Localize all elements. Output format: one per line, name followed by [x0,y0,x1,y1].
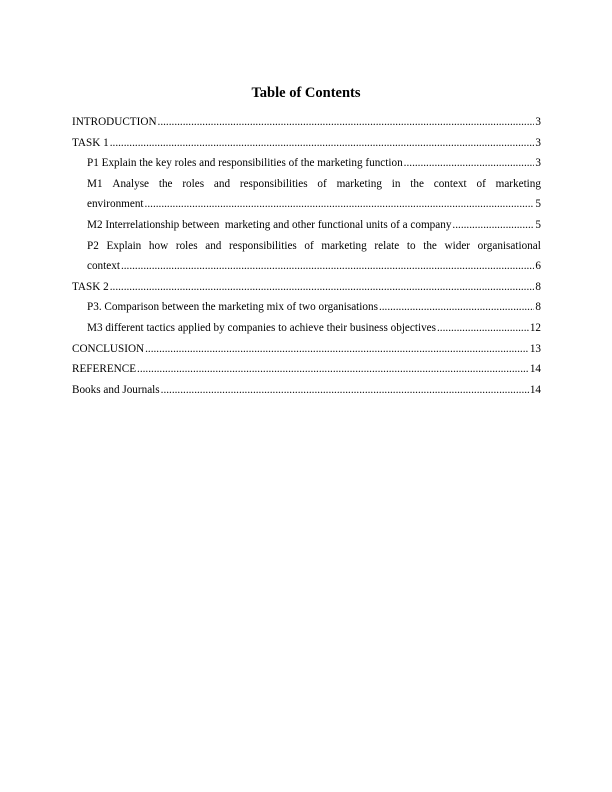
toc-entry-page: 3 [535,157,541,170]
toc-entry-label: TASK 1 [72,136,109,149]
toc-leader-dots [145,194,535,215]
toc-entry-reference[interactable] [72,359,541,380]
toc-entry-label: context [87,260,120,273]
toc-entry-page: 5 [535,218,541,231]
toc-entry-label-line-2 [72,256,541,277]
toc-entry-label: REFERENCE [72,363,137,376]
toc-entry-label: P1 Explain the key roles and responsibilities of the marketing function [87,157,403,170]
toc-leader-dots [379,297,534,318]
toc-leader-dots [145,339,529,360]
toc-leader-dots [404,153,535,174]
toc-entry-label-line-1: P2 Explain how roles and responsibilities of marketing relate to the wider organisational [87,239,541,252]
toc-entry-p2[interactable] [72,236,541,277]
toc-entry-m3[interactable] [72,318,541,339]
toc-leader-dots [121,256,534,277]
toc-leader-dots [161,380,529,401]
toc-entry-label: M2 Interrelationship between marketing and other functional units of a company [87,218,452,231]
toc-entry-conclusion[interactable] [72,339,541,360]
toc-leader-dots [110,277,535,298]
toc-entry-task-2[interactable] [72,277,541,298]
toc-entry-label: P3. Comparison between the marketing mix of two organisations [87,301,378,314]
toc-entry-label: CONCLUSION [72,342,145,355]
toc-entry-label: INTRODUCTION [72,116,157,128]
toc-entry-p1[interactable] [72,153,541,174]
toc-entry-books-and-journals[interactable] [72,380,541,401]
toc-entry-task-1[interactable] [72,133,541,154]
toc-leader-dots [158,112,535,133]
toc-entry-introduction[interactable] [72,112,541,133]
toc-entry-page: 14 [529,363,541,376]
toc-title: Table of Contents [251,85,361,101]
toc-entry-page: 12 [529,321,541,334]
toc-leader-dots [437,318,529,339]
toc-entry-page: 6 [535,260,541,273]
toc-leader-dots [452,215,534,236]
toc-entry-label-line-1: M1 Analyse the roles and responsibilities of marketing in the context of marketing [87,177,541,190]
toc-leader-dots [110,133,535,154]
toc-leader-dots [137,359,529,380]
toc-entry-label: M3 different tactics applied by companies to achieve their business objectives [87,321,436,334]
toc-entry-p3[interactable] [72,297,541,318]
toc-entry-page: 5 [535,198,541,211]
toc-entry-m1[interactable] [72,174,541,215]
toc-entry-label: Books and Journals [72,383,160,396]
toc-entry-page: 14 [529,383,541,396]
table-of-contents [72,112,541,400]
toc-entry-label: TASK 2 [72,280,109,293]
toc-entry-page: 3 [535,116,541,128]
toc-entry-label: environment [87,198,144,211]
toc-entry-page: 3 [535,136,541,149]
toc-entry-page: 8 [535,301,541,314]
toc-entry-m2[interactable] [72,215,541,236]
toc-entry-page: 13 [529,342,541,355]
toc-entry-page: 8 [535,280,541,293]
toc-entry-label-line-2 [72,194,541,215]
